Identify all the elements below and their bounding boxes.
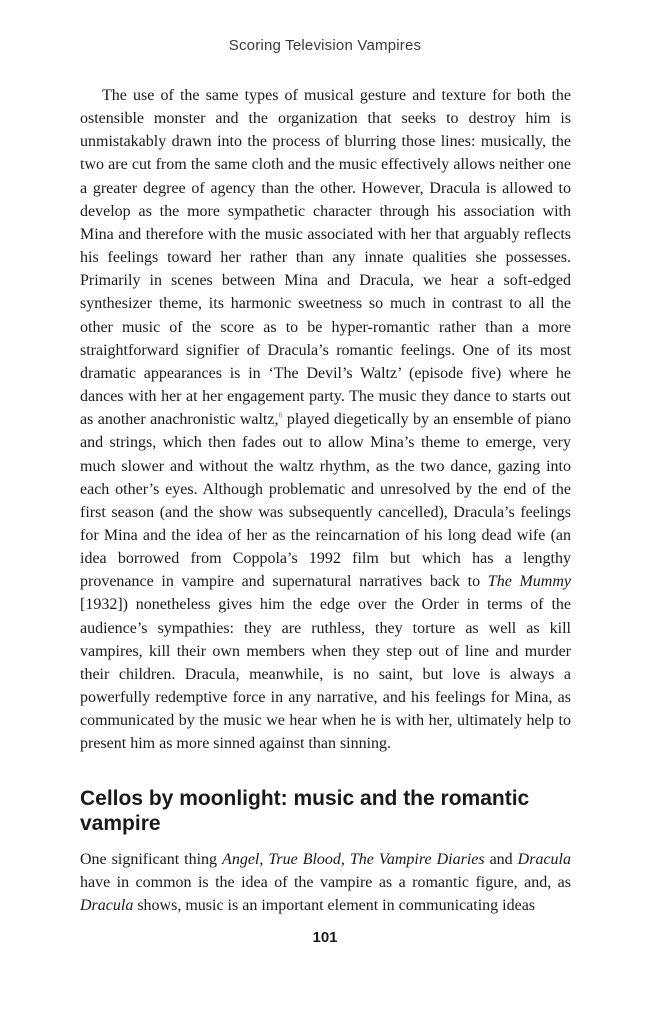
paragraph-text: played diegetically by an ensemble of piano and strings, which then fades out to allow Mina’s theme to emerge, very much slower and without the waltz rhythm, as the two dance, gazing into each other’s eyes. Although problematic and unresolved by the end of the first season (and the show was subsequently cancelled), Dracula’s feelings for Mina and the idea of her as the reincarnation of his long dead wife (an idea borrowed from Coppola’s 1992 film but which has a lengthy provenance in vampire and supernatural narratives back to	[80, 411, 571, 591]
paragraph-text: shows, music is an important element in communicating ideas	[133, 897, 536, 915]
body-paragraph	[80, 848, 571, 917]
paragraph-text: One significant thing	[80, 851, 223, 868]
series-title: The Vampire Diaries	[349, 851, 485, 868]
series-title: Angel	[222, 851, 260, 868]
running-head: Scoring Television Vampires	[228, 37, 422, 54]
page-number: 101	[312, 929, 338, 946]
series-title: Dracula	[517, 851, 571, 868]
paragraph-text: have in common is the idea of the vampire as a romantic figure, and, as	[80, 874, 571, 892]
body-paragraph	[80, 84, 571, 756]
paragraph-text: [1932]) nonetheless gives him the edge over the Order in terms of the audience’s sympathies: they are ruthless, they torture as well as kill vampires, kill their own members when they step out of line and murder their children. Dracula, meanwhile, is no saint, but love is always a powerfully redemptive force in any narrative, and his feelings for Mina, as communicated by the music we hear when he is with her, ultimately help to present him as more sinned against than sinning.	[80, 596, 571, 753]
series-title: Dracula	[80, 897, 134, 915]
paragraph-text: ,	[259, 851, 269, 868]
film-title: The Mummy	[487, 573, 571, 591]
paragraph-text: The use of the same types of musical gesture and texture for both the ostensible monster and the organization that seeks to destroy him is unmistakably drawn into the process of blurring those lines: musically, the two are cut from the same cloth and the music effectively allows neither one a greater degree of agency than the other. However, Dracula is allowed to develop as the more sympathetic character through his association with Mina and therefore with the music associated with her that arguably reflects his feelings toward her rather than any innate qualities she possesses. Primarily in scenes between Mina and Dracula, we hear a soft-edged synthesizer theme, its harmonic sweetness so much in contrast to all the other music of the score as to be hyper-romantic rather than a more straightforward signifier of Dracula’s romantic feelings. One of its most dramatic appearances is in ‘The Devil’s Waltz’ (episode five) where he dances with her at her engagement party. The music they dance to starts out as another anachronistic waltz,	[80, 87, 571, 429]
paragraph-text: and	[484, 851, 518, 868]
endnote-reference[interactable]: 6	[278, 410, 283, 420]
series-title: True Blood	[268, 851, 341, 868]
section-heading: Cellos by moonlight: music and the romantic vampire	[80, 787, 530, 835]
paragraph-text: ,	[340, 851, 350, 868]
